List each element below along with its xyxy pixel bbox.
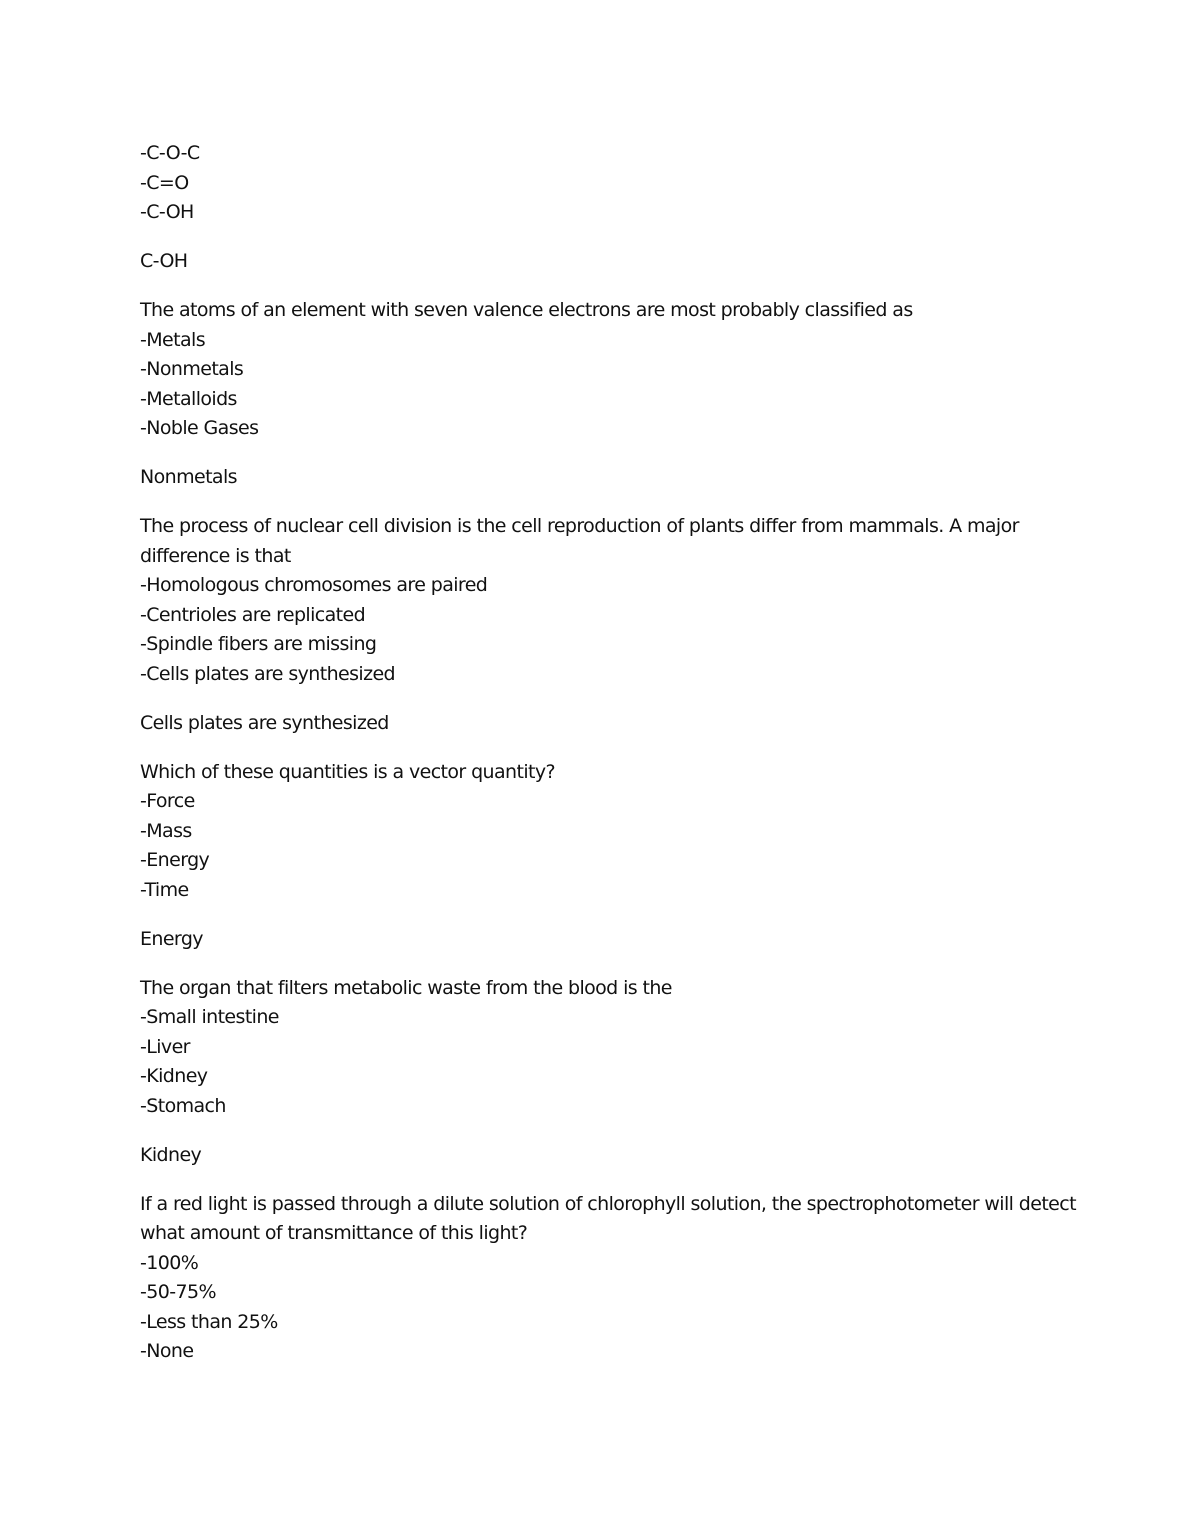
option-line: -C-O-C [140,142,200,164]
option-line: -Cells plates are synthesized [140,662,396,685]
question-block [140,974,1040,1122]
question-block [140,1190,1076,1367]
answer-text: Energy [140,927,203,950]
answer-text: Cells plates are synthesized [140,711,389,734]
option-line: -C-OH [140,201,194,223]
question-text: The organ that filters metabolic waste from the blood is the [140,976,672,999]
question-text: The process of nuclear cell division is the cell reproduction of plants differ from mammals. A major [140,515,1019,537]
option-line: -Stomach [140,1094,226,1117]
question-text: If a red light is passed through a dilute solution of chlorophyll solution, the spectrophotometer will detect [140,1192,1076,1215]
option-line: -C=O [140,171,189,194]
answer-block [140,1141,1040,1171]
question-block [140,758,1040,906]
answer-block [140,709,1040,739]
option-line: -Time [140,878,189,901]
answer-text: Nonmetals [140,466,237,488]
answer-block [140,247,1040,277]
answer-block [140,925,1040,955]
answer-text: C-OH [140,250,188,272]
option-line: -Mass [140,819,192,842]
option-line: -Less than 25% [140,1310,278,1333]
option-line: -Homologous chromosomes are paired [140,574,488,596]
question-text-continued: what amount of transmittance of this light? [140,1222,528,1244]
option-line: -Centrioles are replicated [140,603,366,626]
question-block [140,296,1040,444]
option-line: -Noble Gases [140,417,259,439]
document-page [140,139,1076,1386]
question-block [140,512,1040,689]
answer-block [140,463,1040,493]
option-line: -Energy [140,849,210,871]
option-line: -Metals [140,328,206,351]
question-text: The atoms of an element with seven valence electrons are most probably classified as [140,299,913,321]
question-text: Which of these quantities is a vector quantity? [140,760,555,783]
question-text-continued: difference is that [140,544,291,567]
option-line: -Small intestine [140,1006,279,1028]
option-line: -Force [140,790,195,812]
option-line: -50-75% [140,1281,216,1303]
option-line: -Nonmetals [140,358,244,380]
answer-text: Kidney [140,1143,202,1166]
option-line: -Metalloids [140,387,237,410]
option-line: -None [140,1340,194,1362]
option-line: -Spindle fibers are missing [140,633,377,655]
question-options-list [140,139,1040,228]
option-line: -Kidney [140,1065,208,1087]
option-line: -100% [140,1251,199,1274]
option-line: -Liver [140,1035,190,1058]
